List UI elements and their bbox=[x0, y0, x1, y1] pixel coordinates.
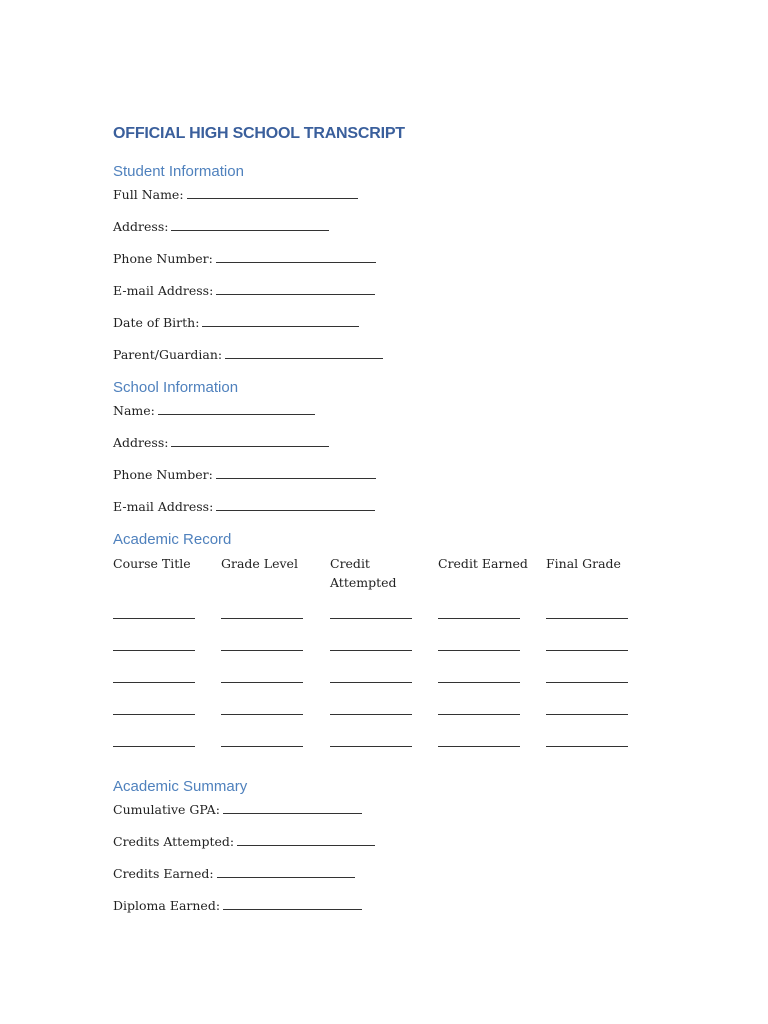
record-cell-blank[interactable] bbox=[221, 682, 303, 683]
school-name-field[interactable] bbox=[113, 402, 315, 419]
field-label: Diploma Earned: bbox=[113, 898, 221, 913]
record-cell-blank[interactable] bbox=[438, 618, 520, 619]
blank-line[interactable] bbox=[216, 466, 376, 479]
record-cell-blank[interactable] bbox=[221, 650, 303, 651]
academic-record-heading: Academic Record bbox=[113, 531, 232, 548]
school-address-field[interactable] bbox=[113, 434, 329, 451]
student-dob-field[interactable] bbox=[113, 314, 359, 331]
blank-line[interactable] bbox=[216, 282, 375, 295]
field-label: Credits Earned: bbox=[113, 866, 214, 881]
field-label: Credits Attempted: bbox=[113, 834, 235, 849]
field-label: Parent/Guardian: bbox=[113, 347, 223, 362]
blank-line[interactable] bbox=[217, 865, 355, 878]
record-cell-blank[interactable] bbox=[113, 650, 195, 651]
blank-line[interactable] bbox=[158, 402, 315, 415]
column-header-credit-earned: Credit Earned bbox=[438, 556, 528, 571]
record-cell-blank[interactable] bbox=[221, 714, 303, 715]
record-cell-blank[interactable] bbox=[221, 618, 303, 619]
column-header-course-title: Course Title bbox=[113, 556, 191, 571]
blank-line[interactable] bbox=[216, 250, 376, 263]
record-cell-blank[interactable] bbox=[330, 682, 412, 683]
blank-line[interactable] bbox=[223, 801, 362, 814]
blank-line[interactable] bbox=[216, 498, 375, 511]
record-cell-blank[interactable] bbox=[438, 746, 520, 747]
cumulative-gpa-field[interactable] bbox=[113, 801, 362, 818]
record-cell-blank[interactable] bbox=[330, 746, 412, 747]
school-information-heading: School Information bbox=[113, 379, 239, 396]
school-email-field[interactable] bbox=[113, 498, 375, 515]
record-cell-blank[interactable] bbox=[330, 650, 412, 651]
field-label: E-mail Address: bbox=[113, 283, 214, 298]
academic-summary-heading: Academic Summary bbox=[113, 778, 248, 795]
blank-line[interactable] bbox=[223, 897, 362, 910]
student-address-field[interactable] bbox=[113, 218, 329, 235]
record-cell-blank[interactable] bbox=[330, 618, 412, 619]
record-cell-blank[interactable] bbox=[221, 746, 303, 747]
column-header-credit-attempted: Credit Attempted bbox=[330, 556, 397, 590]
record-cell-blank[interactable] bbox=[438, 714, 520, 715]
record-cell-blank[interactable] bbox=[438, 650, 520, 651]
record-cell-blank[interactable] bbox=[113, 682, 195, 683]
column-header-final-grade: Final Grade bbox=[546, 556, 621, 571]
field-label: Address: bbox=[113, 435, 169, 450]
field-label: Name: bbox=[113, 403, 155, 418]
student-information-heading: Student Information bbox=[113, 163, 244, 180]
record-cell-blank[interactable] bbox=[546, 682, 628, 683]
field-label: Address: bbox=[113, 219, 169, 234]
blank-line[interactable] bbox=[202, 314, 359, 327]
student-email-field[interactable] bbox=[113, 282, 375, 299]
document-title: OFFICIAL HIGH SCHOOL TRANSCRIPT bbox=[113, 125, 405, 142]
record-cell-blank[interactable] bbox=[438, 682, 520, 683]
field-label: E-mail Address: bbox=[113, 499, 214, 514]
field-label: Full Name: bbox=[113, 187, 184, 202]
credits-attempted-field[interactable] bbox=[113, 833, 375, 850]
diploma-earned-field[interactable] bbox=[113, 897, 362, 914]
record-cell-blank[interactable] bbox=[113, 618, 195, 619]
field-label: Date of Birth: bbox=[113, 315, 200, 330]
blank-line[interactable] bbox=[225, 346, 383, 359]
blank-line[interactable] bbox=[171, 218, 329, 231]
blank-line[interactable] bbox=[237, 833, 375, 846]
record-cell-blank[interactable] bbox=[546, 650, 628, 651]
record-cell-blank[interactable] bbox=[546, 618, 628, 619]
record-cell-blank[interactable] bbox=[546, 714, 628, 715]
blank-line[interactable] bbox=[171, 434, 329, 447]
credits-earned-field[interactable] bbox=[113, 865, 355, 882]
student-full-name-field[interactable] bbox=[113, 186, 358, 203]
field-label: Phone Number: bbox=[113, 467, 213, 482]
field-label: Cumulative GPA: bbox=[113, 802, 220, 817]
record-cell-blank[interactable] bbox=[546, 746, 628, 747]
school-phone-field[interactable] bbox=[113, 466, 376, 483]
column-header-grade-level: Grade Level bbox=[221, 556, 298, 571]
record-cell-blank[interactable] bbox=[113, 746, 195, 747]
student-guardian-field[interactable] bbox=[113, 346, 383, 363]
record-cell-blank[interactable] bbox=[330, 714, 412, 715]
blank-line[interactable] bbox=[187, 186, 358, 199]
field-label: Phone Number: bbox=[113, 251, 213, 266]
student-phone-field[interactable] bbox=[113, 250, 376, 267]
record-cell-blank[interactable] bbox=[113, 714, 195, 715]
